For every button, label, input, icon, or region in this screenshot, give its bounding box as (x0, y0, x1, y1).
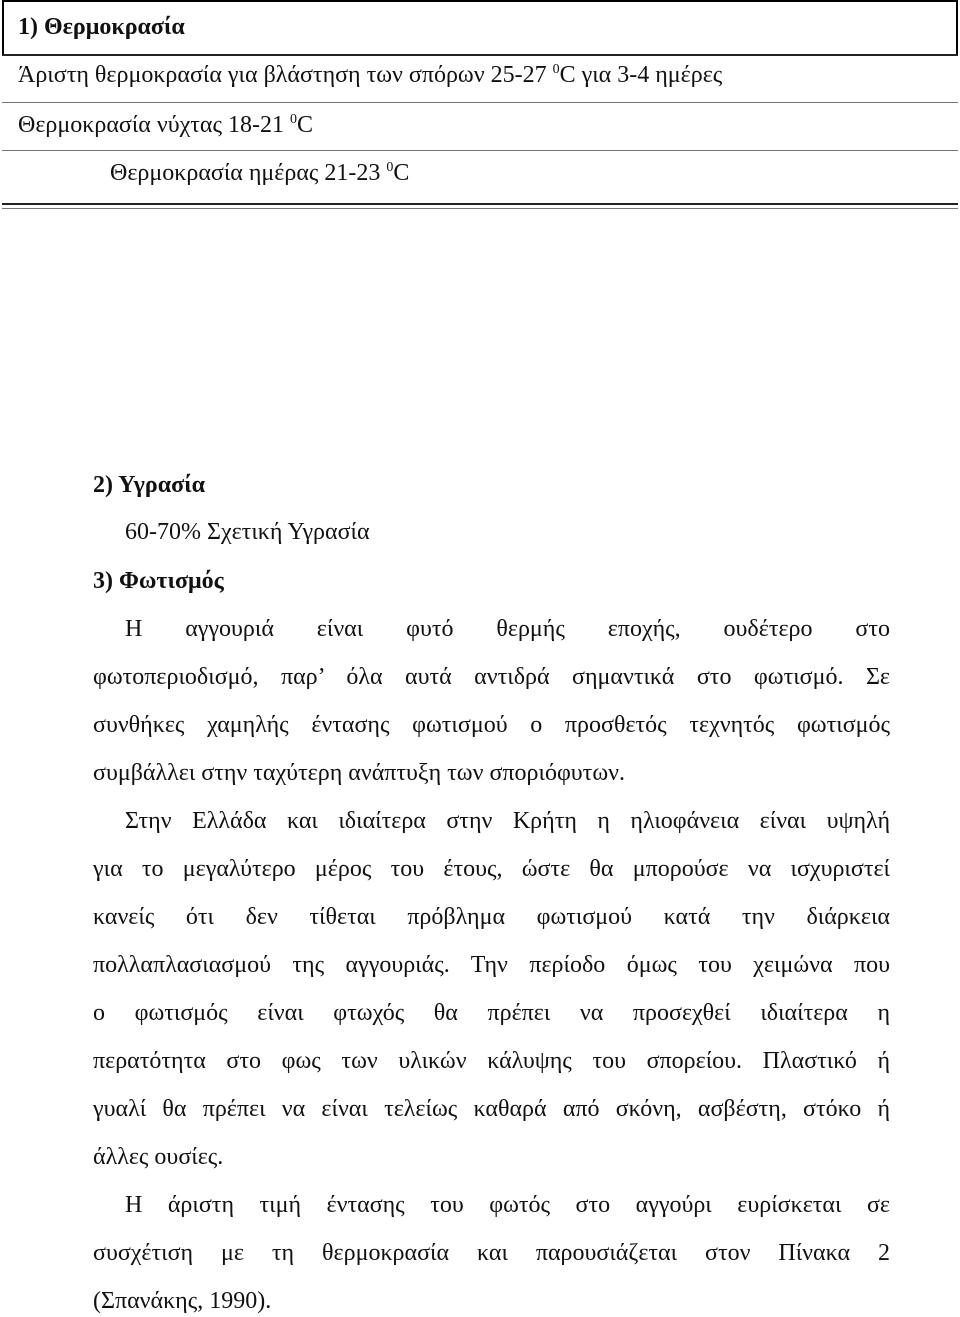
section-heading-lighting: 3) Φωτισμός (93, 568, 224, 594)
germination-unit-tail: C για 3-4 ημέρες (559, 62, 723, 88)
germination-text: Άριστη θερμοκρασία για βλάστηση των σπόρων 25-27 (18, 62, 547, 88)
table-bottom-border (2, 203, 958, 205)
paragraph-line: Στην Ελλάδα και ιδιαίτερα στην Κρήτη η ηλιοφάνεια είναι υψηλή (125, 808, 890, 834)
paragraph-line: γυαλί θα πρέπει να είναι τελείως καθαρά από σκόνη, ασβέστη, στόκο ή (93, 1096, 890, 1122)
degree-superscript: 0 (386, 160, 394, 175)
paragraph-line: (Σπανάκης, 1990). (93, 1288, 272, 1314)
night-unit: C (296, 112, 313, 138)
table-top-border (2, 0, 958, 2)
paragraph-line: ο φωτισμός είναι φτωχός θα πρέπει να προσεχθεί ιδιαίτερα η (93, 1000, 890, 1026)
degree-superscript: 0 (552, 62, 560, 77)
humidity-value: 60-70% Σχετική Υγρασία (125, 519, 370, 545)
section-heading-humidity: 2) Υγρασία (93, 472, 206, 498)
night-temperature-line (18, 110, 313, 140)
germination-temperature-line (18, 60, 722, 90)
paragraph-line: Η άριστη τιμή έντασης του φωτός στο αγγούρι ευρίσκεται σε (125, 1192, 890, 1218)
paragraph-line: κανείς ότι δεν τίθεται πρόβλημα φωτισμού κατά την διάρκεια (93, 904, 890, 930)
table-left-border (2, 0, 4, 54)
night-text: Θερμοκρασία νύχτας 18-21 (18, 112, 284, 138)
paragraph-line: για το μεγαλύτερο μέρος του έτους, ώστε θα μπορούσε να ισχυριστεί (93, 856, 890, 882)
day-temperature-line (110, 158, 409, 188)
degree-superscript: 0 (289, 112, 297, 127)
paragraph-line: Η αγγουριά είναι φυτό θερμής εποχής, ουδέτερο στο (125, 616, 890, 642)
paragraph-line: φωτοπεριοδισμό, παρ’ όλα αυτά αντιδρά σημαντικά στο φωτισμό. Σε (93, 664, 890, 690)
paragraph-line: συνθήκες χαμηλής έντασης φωτισμού ο προσθετός τεχνητός φωτισμός (93, 712, 890, 738)
paragraph-line: άλλες ουσίες. (93, 1144, 224, 1170)
paragraph-line: συμβάλλει στην ταχύτερη ανάπτυξη των σποριόφυτων. (93, 760, 625, 786)
day-unit: C (393, 160, 410, 186)
paragraph-line: περατότητα στο φως των υλικών κάλυψης του σπορείου. Πλαστικό ή (93, 1048, 890, 1074)
day-text: Θερμοκρασία ημέρας 21-23 (110, 160, 381, 186)
table-row-divider (2, 54, 958, 56)
table-right-border (956, 0, 958, 54)
table-row-divider (2, 102, 958, 103)
paragraph-line: συσχέτιση με τη θερμοκρασία και παρουσιάζεται στον Πίνακα 2 (93, 1240, 890, 1266)
table-row-divider (2, 150, 958, 151)
paragraph-line: πολλαπλασιασμού της αγγουριάς. Την περίοδο όμως του χειμώνα που (93, 952, 890, 978)
table-bottom-border-double (2, 208, 958, 209)
section-heading-temperature: 1) Θερμοκρασία (18, 14, 185, 40)
